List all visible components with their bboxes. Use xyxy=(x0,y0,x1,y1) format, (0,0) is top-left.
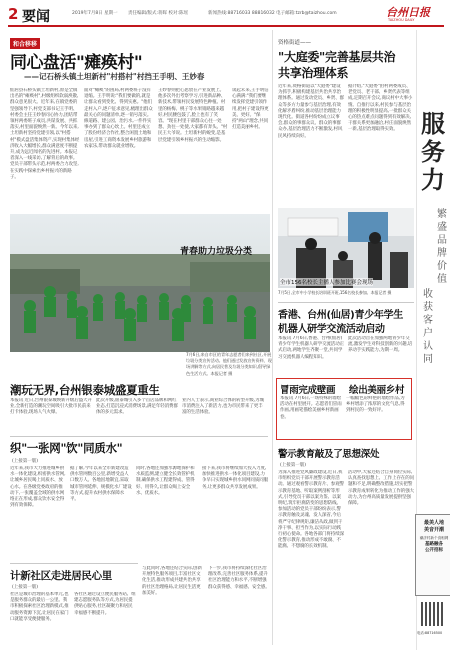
slogan-1-char-3: 牌 xyxy=(437,248,447,259)
slogan-1-char-4: 价 xyxy=(437,261,447,272)
robot-body-1: 本报讯 7月6日,香港、台州(仙居)青少年学生机器人研学交流活动正式启动,两地学生齐聚一堂,共同学习交流机器人编程知识。 xyxy=(278,336,344,360)
ad-notice-line-2: 潮济村新个食相网 xyxy=(419,536,449,540)
divider-2 xyxy=(10,563,138,564)
center-caption-block: 7月6日,来自市区的青年志愿者们来到社区,开展垃圾分类宣传活动。他们通过发放宣传资料、现场讲解等方式,向居民普及垃圾分类知识,倡导绿色生活方式。本报记者 摄 xyxy=(186,352,272,376)
community-body-2: 各社区通过设立便民服务站、组建志愿服务队等方式,为居民提供贴心服务,社区凝聚力和居民幸福感不断提升。 xyxy=(74,592,136,616)
editor-line: 责任编辑/版式:蒋晖 校对:陈瑶 xyxy=(128,11,188,16)
ad-notice-line-3: 基路融各 xyxy=(425,542,443,547)
left-body-col4: 谈起未来,王手明信心满满:"我们要继续发挥党建引领作用,把村子建设得更美、更好。"保持"两山"理念,共同打造美丽乡村。 xyxy=(232,88,269,131)
newspaper-pinyin: TAIZHOU DAILY xyxy=(388,18,415,22)
highlight-box[interactable] xyxy=(276,378,412,440)
robot-body-2: 此次活动旨在加强两地青少年交流,激发学生对科技创新的兴趣,培养动手实践能力,为期一周。 xyxy=(348,336,413,354)
divider-right-1 xyxy=(278,302,414,303)
photo-caption: 青春助力垃圾分类 xyxy=(180,247,253,257)
date-line: 2019年7月8日 星期一 xyxy=(72,11,118,16)
slogan-col-1 xyxy=(437,208,449,286)
highlight-headline-2: 绘出美丽乡村 xyxy=(349,385,405,396)
warn-byline: (上接第一版) xyxy=(280,463,307,468)
page-header xyxy=(8,5,444,27)
headline-water: 织"一张网"饮"同质水" xyxy=(10,441,123,455)
right-photo-caption: 全市156名校长主播人参加比赛会现场 xyxy=(280,280,373,286)
header-rule xyxy=(8,25,444,27)
classroom-photo xyxy=(278,208,414,288)
ad-notice-box xyxy=(415,514,450,596)
kicker: 资格街道—— xyxy=(278,40,312,46)
left-body-col3: 王妙春则把心思放在产业发展上。他多次外出考察学习,引进新品种、新技术,带领村民发展特色种植。村里的杨梅、桃子等水果销路越来越好,村民腰包鼓了,脸上也有了笑容。"现在村里干部群众心往一处想、劲往一处使,大家都有奔头。"村民王大爷说。土坦新村的蜕变,是基层党建引领乡村振兴的生动缩影。 xyxy=(158,88,228,143)
headline-yintai: 潮玩无界,台州银泰城盛夏重生 xyxy=(10,383,160,397)
robot-headline-1: 香港、台州(仙居)青少年学生 xyxy=(278,310,403,321)
slogan-2-char-5: 同 xyxy=(423,354,433,365)
lower-col-b: 下一步,我市将持续深化社区治理改革,完善社区服务体系,提升社区治理能力和水平,不断增强群众获得感、幸福感、安全感。 xyxy=(208,566,270,590)
qr-code-icon xyxy=(421,602,445,626)
right-body-1: 近年来,资格街道以"大庭委"建设为抓手,积极构建基层共治共享治理体系。通过发动党员、乡贤、群众等多方力量参与基层治理,有效化解矛盾纠纷,推动基层治理能力现代化。街道各村纷纷成立议事会,群众的事群众议、群众的事群众办,基层治理活力不断激发,村风民风持续向好。 xyxy=(278,84,344,139)
right-headline-1: "大庭委"完善基层共治 xyxy=(278,50,396,64)
water-body-1: 近年来,我市大力推进城乡供水一体化建设,织密供水管网,让城乡居民喝上同质水、放心水。在各级党委政府的推动下,一张覆盖全域的供水网络正在形成,群众饮水安全得到有效保障。 xyxy=(10,466,66,509)
marathon-photo xyxy=(10,214,270,352)
calligraphy-1: 服 xyxy=(421,109,445,138)
slogan-1-char-2: 品 xyxy=(437,235,447,246)
slogan-2-char-0: 收 xyxy=(423,289,433,300)
calligraphy-3: 力 xyxy=(421,165,445,194)
lower-col-a: 与此同时,各地还结合实际,创新开展特色服务项目,丰富社区文化生活,推动形成共建共治共享的社区治理格局,让居民生活更加美好。 xyxy=(142,566,202,596)
divider-1 xyxy=(10,436,268,437)
ad-phone: 电话:88716500 xyxy=(417,631,443,635)
slogan-2-char-3: 户 xyxy=(423,328,433,339)
yintai-body-1: 本报讯 近日,台州银泰城焕新升级后盛大开业,全新打造的潮玩空间吸引大批市民前来打卡体验,现场人气火爆。 xyxy=(10,398,92,416)
water-byline: (上接第一版) xyxy=(12,459,39,464)
robot-headline-2: 机器人研学交流活动启动 xyxy=(278,324,385,335)
right-body-2: 据介绍,"大庭委"由村两委成员、老党员、老干部、乡贤代表等组成,定期召开会议,商议村中大事小情。自推行以来,村民参与基层治理的积极性明显提高,一批群众关心的热点难点问题得到有效解决,干群关系更加融洽,村庄面貌焕然一新,基层治理取得实效。 xyxy=(348,84,413,133)
yintai-body-3: 业内人士表示,商业综合体的转型升级,为城市消费注入了新活力,也为市民带来了更丰富的生活体验。 xyxy=(182,398,264,416)
sidebar-ad[interactable] xyxy=(416,30,450,650)
water-body-3: 同时,各地还加强水源地保护和水质监测,建立健全长效管护机制,确保供水工程建得成、管得好、用得久,让群众喝上安全水、优质水。 xyxy=(136,466,195,496)
tag-label: 和合移移 xyxy=(10,38,40,49)
left-body-col2: 面对"瘫痪"的困局,村两委班子没有退缩。王手明说:"我们要做的,就是让群众看到变化、得到实惠。"他们走村入户,逐户征求意见,梳理出群众最关心的问题清单,逐一销号落实。修道路、建公园、治污水,一件件实事办到了群众心坎上。村里还成立了股份经济合作社,整合闲置土地和房屋,引进工商资本发展乡村旅游和农家乐,带动群众就业增收。 xyxy=(84,88,153,149)
highlight-body-2: 一幅幅色彩鲜艳的墙绘作品,为乡村增添了浓厚的文化气息,得到村民的一致好评。 xyxy=(346,396,405,414)
ad-notice-line-1: 美音开潮 xyxy=(423,527,444,533)
left-body-col1: 仙居县石桥头镇土坦新村,原是全镇出名的"瘫痪村",村级组织软弱涣散,群众意见很大。近年来,在镇党委的坚强领导下,村党支部书记王手明、村委会主任王妙春同心协力,团结带领村两委班子成员,共谋发展、共抓落实,村里面貌焕然一新。今年以来,土坦新村坚持党建引领,以"村搭村"模式盘活集体资产,实现村集体经济收入大幅增长,群众满意度不断提升,成为远近闻名的先进村。本报记者深入一线采访,了解背后的故事。党员干部带头示范,村两委合力攻坚,在实践中探索出乡村振兴的新路子。 xyxy=(10,88,80,180)
section-title: 要闻 xyxy=(22,9,50,25)
right-headline-2: 共享治理体系 xyxy=(278,66,349,80)
left-headline: 同心盘活"瘫痪村" xyxy=(10,53,143,73)
right-photo-note: 7月5日,全市中小学校长培训班开班,156名校长参加。本报记者 摄 xyxy=(278,290,392,295)
water-body-4: 接下来,我市将继续加大投入力度,加快推进供水一体化项目建设,力争早日实现城乡供水同网同质同服务,让更多群众共享发展成果。 xyxy=(202,466,268,490)
slogan-2-char-4: 认 xyxy=(423,341,433,352)
community-byline: (上接第一版) xyxy=(12,585,39,590)
yintai-body-2: 此次升级,银泰城引入多个首店品牌和网红业态,打造沉浸式消费场景,满足年轻消费群体的多元需求。 xyxy=(96,398,178,416)
slogan-1-char-5: 值 xyxy=(437,274,447,285)
ad-notice-line-4: 公开招标 xyxy=(425,548,443,553)
headline-community: 计新社区走进居民心里 xyxy=(10,570,112,582)
phone-line: 新闻热线:88716033 88816032 电子邮箱:tzrb@taizhou.com xyxy=(208,11,337,16)
ad-notice-line-0: 最美人地 xyxy=(423,520,444,526)
community-body-1: 社区是城市治理的基本单元,也是服务群众的最后一公里。我市积极探索社区治理新模式,推动服务资源下沉,让居民在家门口就能享受便捷服务。 xyxy=(10,592,69,622)
slogan-2-char-2: 客 xyxy=(423,315,433,326)
slogan-2-char-1: 获 xyxy=(423,302,433,313)
slogan-1-char-1: 盛 xyxy=(437,222,447,233)
page-number: 2 xyxy=(8,5,19,23)
warn-headline: 警示教育敲及了思想深处 xyxy=(278,449,380,460)
slogan-col-2 xyxy=(423,288,435,366)
highlight-body-1: 本报讯 7月6日,一场特殊的墙绘活动在村里展开。志愿者们冒雨作画,用画笔描绘美丽乡村新画卷。 xyxy=(280,396,342,420)
center-right-divider xyxy=(272,30,273,645)
calligraphy-2: 务 xyxy=(421,137,445,166)
slogan-1-char-0: 繁 xyxy=(437,209,447,220)
highlight-headline-1: 冒雨完成壁画 xyxy=(280,385,336,396)
warn-body-1: 为深入推进党风廉政建设,近日,我市组织党员干部开展警示教育活动。通过观看警示教育片、参观警示教育基地、听取案例剖析等形式,引导党员干部以案为鉴、以案明纪,筑牢拒腐防变的思想防线。参加活动的党员干部纷纷表示,警示教育触及灵魂、发人深省,今后将严守纪律规矩,廉洁从政,做到干净干事、担当作为,以实际行动践行初心使命。各地各部门将持续深化警示教育,推动形成不敢腐、不能腐、不想腐的长效机制。 xyxy=(278,470,344,550)
left-subheadline: ——记石桥头镇土坦新村"村搭村"村挡王手明、王妙春 xyxy=(24,72,205,81)
warn-body-2: 活动中,大家还结合自身岗位实际,认真查找思想上、工作上存在的问题和不足,明确整改措施,切实把警示教育成果转化为推动工作的强大动力,为台州高质量发展提供坚强保障。 xyxy=(348,470,414,507)
newspaper-name: 台州日报 xyxy=(386,6,430,19)
water-body-2: 据了解,今年以来全市新建改造供水管网数百公里,新增受益人口数万人。各地因地制宜,采取城市管网延伸、规模化水厂建设等方式,提升农村供水保障水平。 xyxy=(70,466,132,503)
